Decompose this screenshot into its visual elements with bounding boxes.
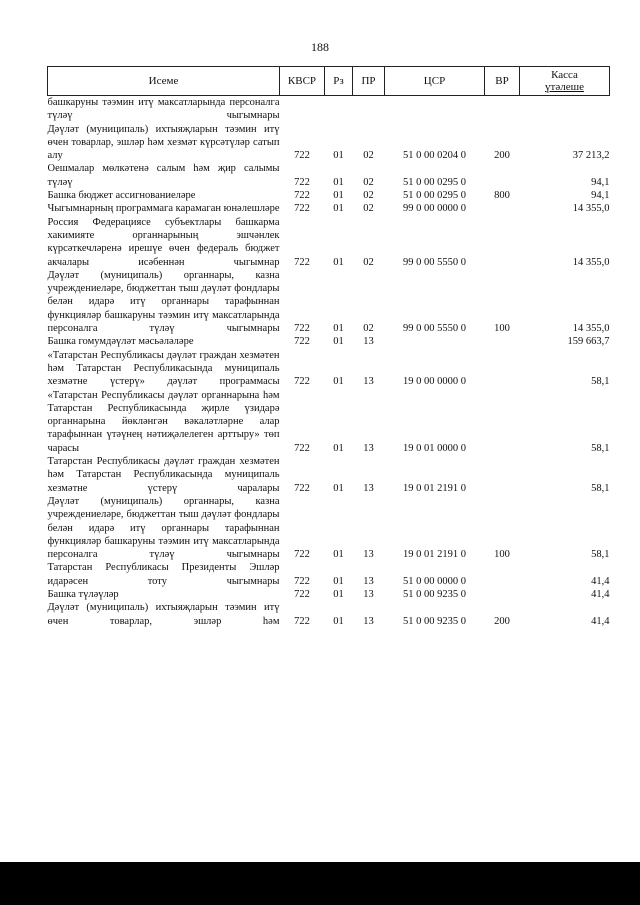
header-kvsr: КВСР	[280, 67, 325, 96]
row-vr-cell	[485, 588, 520, 601]
row-amount-cell	[520, 96, 610, 123]
row-csr-cell: 99 0 00 0000 0	[403, 203, 466, 215]
row-csr-cell: 51 0 00 0295 0	[403, 190, 466, 202]
row-rz-cell: 01	[333, 575, 344, 587]
row-kvsr-cell: 722	[294, 256, 310, 268]
row-csr-cell: 19 0 01 2191 0	[403, 549, 466, 561]
table-row	[48, 349, 610, 389]
row-amount-cell: 94,1	[591, 176, 610, 188]
row-amount-cell: 58,1	[591, 442, 610, 454]
row-amount-cell: 58,1	[591, 482, 610, 494]
row-csr-cell: 99 0 00 5550 0	[403, 323, 466, 335]
row-kvsr-cell: 722	[294, 203, 310, 215]
row-kvsr-cell	[280, 96, 325, 123]
row-kvsr-cell: 722	[294, 549, 310, 561]
row-amount-cell: 41,4	[591, 615, 610, 627]
row-pr-cell: 02	[363, 203, 374, 215]
row-vr-cell: 800	[494, 190, 510, 202]
row-kvsr-cell: 722	[294, 336, 310, 348]
header-kassa-line1: Касса	[551, 69, 578, 81]
row-rz-cell: 01	[333, 482, 344, 494]
row-name-cell: Татарстан Республикасы дәүләт граждан хезмәтен һәм Татарстан Республикасында муниципаль хезмәтне үстерү чаралары	[47, 456, 280, 494]
row-pr-cell: 02	[363, 150, 374, 162]
row-vr-cell	[485, 561, 520, 588]
row-amount-cell: 58,1	[591, 376, 610, 388]
row-rz-cell: 01	[333, 190, 344, 202]
table-row	[48, 96, 610, 123]
row-kvsr-cell: 722	[294, 323, 310, 335]
row-vr-cell	[485, 162, 520, 189]
row-pr-cell	[353, 96, 385, 123]
row-name-cell: Башка гомумдәүләт мәсьәләләре	[47, 336, 194, 348]
page-number: 188	[311, 40, 329, 54]
row-pr-cell: 02	[363, 323, 374, 335]
row-name-cell: Башка бюджет ассигнованиеләре	[47, 190, 196, 202]
scan-bottom-border	[0, 862, 640, 905]
row-amount-cell: 159 663,7	[567, 336, 610, 348]
row-kvsr-cell: 722	[294, 376, 310, 388]
row-csr-cell: 19 0 00 0000 0	[403, 376, 466, 388]
budget-table	[47, 66, 610, 628]
row-vr-cell	[485, 335, 520, 348]
row-vr-cell	[485, 389, 520, 455]
row-csr-cell: 51 0 00 0295 0	[403, 176, 466, 188]
row-pr-cell: 02	[363, 190, 374, 202]
row-name-cell: «Татарстан Республикасы дәүләт граждан хезмәтен һәм Татарстан Республикасында муниципаль хезмәтне үстерү» дәүләт программасы	[47, 349, 280, 388]
row-pr-cell: 02	[363, 256, 374, 268]
table-row	[48, 162, 610, 189]
row-rz-cell: 01	[333, 336, 344, 348]
table-row	[48, 389, 610, 455]
row-amount-cell: 14 355,0	[572, 256, 610, 268]
row-vr-cell: 100	[494, 323, 510, 335]
row-rz-cell: 01	[333, 376, 344, 388]
table-row	[48, 588, 610, 601]
row-vr-cell	[485, 216, 520, 269]
row-rz-cell: 01	[333, 615, 344, 627]
row-kvsr-cell: 722	[294, 150, 310, 162]
row-rz-cell	[325, 96, 353, 123]
row-name-cell: Дәүләт (муниципаль) органнары, казна учреждениеләре, бюджеттан тыш дәүләт фондлары белән идарә итү органнары тарафыннан функцияләр башкаруны тәэмин итү максатларында персоналга түләү чыгымнары	[47, 495, 280, 561]
row-csr-cell: 51 0 00 0000 0	[403, 575, 466, 587]
row-csr-cell: 99 0 00 5550 0	[403, 256, 466, 268]
row-rz-cell: 01	[333, 323, 344, 335]
row-pr-cell: 13	[363, 549, 374, 561]
row-pr-cell: 13	[363, 336, 374, 348]
table-row	[48, 269, 610, 335]
row-amount-cell: 14 355,0	[572, 323, 610, 335]
row-name-cell: Россия Федерациясе субъектлары башкарма хакимияте органнарының эшчәнлек күрсәткечләренә ирешүе өчен федераль бюджет акчалары исәбеннән чыгымнар	[47, 216, 280, 268]
row-csr-cell: 51 0 00 0204 0	[403, 150, 466, 162]
row-pr-cell: 13	[363, 588, 374, 600]
header-vr: ВР	[485, 67, 520, 96]
row-vr-cell: 100	[494, 549, 510, 561]
header-kassa-line2: үтәлеше	[545, 81, 584, 93]
row-pr-cell: 13	[363, 615, 374, 627]
row-csr-cell: 51 0 00 9235 0	[403, 615, 466, 627]
row-rz-cell: 01	[333, 442, 344, 454]
table-row	[48, 335, 610, 348]
row-rz-cell: 01	[333, 150, 344, 162]
row-pr-cell: 02	[363, 176, 374, 188]
row-vr-cell	[485, 202, 520, 215]
row-amount-cell: 58,1	[591, 549, 610, 561]
row-kvsr-cell: 722	[294, 482, 310, 494]
row-csr-cell	[385, 335, 485, 348]
header-rz: Рз	[325, 67, 353, 96]
header-pr: ПР	[353, 67, 385, 96]
row-vr-cell	[485, 96, 520, 123]
row-rz-cell: 01	[333, 176, 344, 188]
row-vr-cell	[485, 455, 520, 495]
row-csr-cell: 19 0 01 2191 0	[403, 482, 466, 494]
row-kvsr-cell: 722	[294, 615, 310, 627]
row-amount-cell: 41,4	[591, 588, 610, 600]
row-name-cell: Дәүләт (муниципаль) ихтыяҗларын тәэмин итү өчен товарлар, эшләр һәм	[47, 602, 280, 627]
row-vr-cell: 200	[494, 615, 510, 627]
row-name-cell: Дәүләт (муниципаль) органнары, казна учреждениеләре, бюджеттан тыш дәүләт фондлары белән идарә итү органнары тарафыннан функцияләр башкаруны тәэмин итү максатларында персоналга түләү чыгымнары	[47, 269, 280, 335]
table-row	[48, 216, 610, 269]
header-name: Исеме	[48, 67, 280, 96]
row-pr-cell: 13	[363, 482, 374, 494]
row-rz-cell: 01	[333, 588, 344, 600]
row-kvsr-cell: 722	[294, 588, 310, 600]
row-pr-cell: 13	[363, 442, 374, 454]
table-row	[48, 495, 610, 561]
row-name-cell: башкаруны тәэмин итү максатларында персоналга түләү чыгымнары	[47, 97, 280, 122]
row-name-cell: Башка түләүләр	[47, 588, 119, 600]
row-kvsr-cell: 722	[294, 442, 310, 454]
table-header	[48, 67, 610, 96]
table-row	[48, 601, 610, 628]
row-csr-cell: 51 0 00 9235 0	[403, 588, 466, 600]
table-row	[48, 561, 610, 588]
row-vr-cell	[485, 349, 520, 389]
row-name-cell: Татарстан Республикасы Президенты Эшләр идарәсен тоту чыгымнары	[47, 562, 280, 587]
row-name-cell: Дәүләт (муниципаль) ихтыяҗларын тәэмин итү өчен товарлар, эшләр һәм хезмәт күрсәтүләр сатып алу	[47, 123, 280, 162]
table-row	[48, 202, 610, 215]
row-name-cell: Оешмалар мөлкәтенә салым һәм җир салымы түләү	[47, 163, 280, 188]
row-amount-cell: 41,4	[591, 575, 610, 587]
row-pr-cell: 13	[363, 376, 374, 388]
header-kassa	[520, 67, 610, 96]
table-body	[48, 96, 610, 628]
row-rz-cell: 01	[333, 256, 344, 268]
row-amount-cell: 37 213,2	[572, 150, 610, 162]
row-rz-cell: 01	[333, 549, 344, 561]
row-name-cell: Чыгымнарның программага карамаган юнәлешләре	[47, 203, 280, 215]
row-amount-cell: 94,1	[591, 190, 610, 202]
row-kvsr-cell: 722	[294, 575, 310, 587]
header-csr: ЦСР	[385, 67, 485, 96]
row-vr-cell: 200	[494, 150, 510, 162]
row-csr-cell: 19 0 01 0000 0	[403, 442, 466, 454]
row-pr-cell: 13	[363, 575, 374, 587]
row-name-cell: «Татарстан Республикасы дәүләт органнарына һәм Татарстан Республикасында җирле үзидарә органнарына йөкләнгән вәкаләтләрне алар тарафыннан үтәүнең нәтиҗәлелеген арттыру» төп чарасы	[47, 389, 280, 454]
row-amount-cell: 14 355,0	[572, 203, 610, 215]
table-row	[48, 455, 610, 495]
table-row	[48, 123, 610, 163]
row-kvsr-cell: 722	[294, 176, 310, 188]
row-rz-cell: 01	[333, 203, 344, 215]
row-kvsr-cell: 722	[294, 190, 310, 202]
table-row	[48, 189, 610, 202]
row-csr-cell	[385, 96, 485, 123]
